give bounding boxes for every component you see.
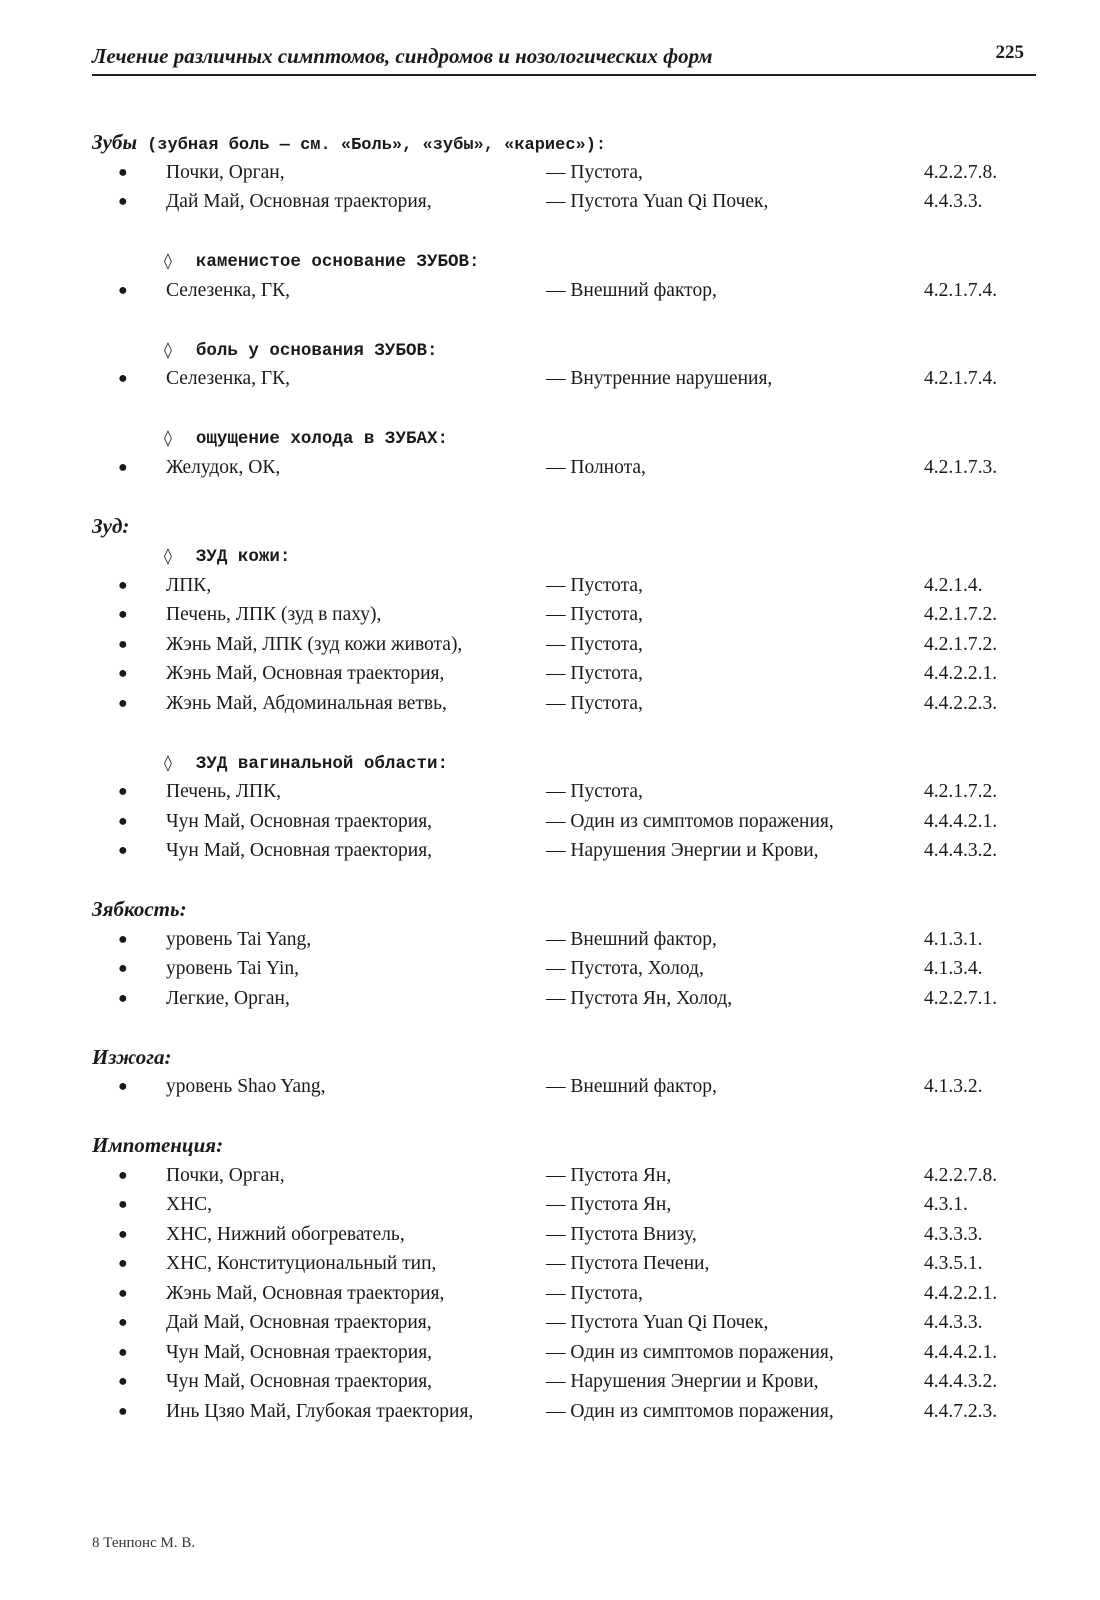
subtopic-heading [92,748,1036,778]
reference-number: 4.2.2.7.1. [924,987,998,1009]
subtopic-title: боль у основания ЗУБОВ: [195,340,438,361]
bullet-icon: ● [118,281,128,299]
finding-text: — Пустота Yuan Qi Почек, [546,191,769,212]
spacer [92,718,1036,748]
location-text: уровень Tai Yang, [166,928,312,950]
spacer [92,394,1036,424]
page-number: 225 [995,42,1024,63]
finding-text: — Пустота Печени, [546,1253,710,1274]
location-text: Жэнь Май, Основная траектория, [166,1282,445,1304]
reference-number: 4.4.3.3. [924,1312,983,1333]
bullet-icon: ● [118,1078,128,1095]
reference-number: 4.2.1.4. [924,574,983,596]
reference-number: 4.4.2.2.1. [924,663,998,684]
list-item [92,364,1036,394]
list-item [92,1338,1036,1368]
finding-text: — Пустота, [546,663,643,684]
location-text: Чун Май, Основная траектория, [166,1341,433,1363]
footer-signature: 8 Тенпонс М. В. [92,1535,196,1551]
finding-text: — Пустота, [546,692,643,714]
subtopic-title: ЗУД вагинальной области: [195,753,448,774]
running-header [92,40,1036,76]
finding-text: — Один из симптомов поражения, [546,810,834,832]
bullet-icon: ● [118,1225,128,1243]
list-item [92,276,1036,306]
reference-number: 4.2.1.7.3. [924,456,998,478]
reference-number: 4.4.2.2.3. [924,692,998,714]
bullet-icon: ● [118,576,128,594]
finding-text: — Внешний фактор, [546,1076,717,1097]
bullet-icon: ● [118,1373,128,1390]
bullet-icon: ● [118,163,128,181]
location-text: ХНС, Нижний обогреватель, [166,1223,405,1245]
finding-text: — Внутренние нарушения, [546,368,773,389]
topic-heading [92,128,1036,158]
finding-text: — Пустота Ян, Холод, [546,987,733,1009]
spacer [92,482,1036,512]
index-list [92,128,1036,1426]
spacer [92,305,1036,335]
topic-title: Зябкость: [92,897,187,921]
list-item [92,571,1036,601]
topic-title: Зуд: [92,513,130,538]
bullet-icon: ● [118,783,128,800]
location-text: ХНС, [166,1194,213,1215]
bullet-icon: ● [118,842,128,859]
subtopic-heading [92,246,1036,276]
list-item [92,689,1036,719]
reference-number: 4.3.3.3. [924,1223,983,1245]
topic-title: Импотенция: [92,1133,224,1157]
bullet-icon: ● [118,812,128,830]
finding-text: — Пустота Внизу, [546,1223,697,1245]
bullet-icon: ● [118,606,128,623]
location-text: ХНС, Конституциональный тип, [166,1253,437,1274]
location-text: уровень Tai Yin, [166,958,300,979]
bullet-icon: ● [118,458,128,476]
bullet-icon: ● [118,930,128,948]
reference-number: 4.3.1. [924,1194,968,1215]
subtopic-heading [92,541,1036,571]
list-item [92,777,1036,807]
location-text: Дай Май, Основная траектория, [166,191,432,212]
location-text: Печень, ЛПК, [166,781,281,802]
list-item [92,1249,1036,1279]
subtopic-heading [92,335,1036,365]
list-item [92,836,1036,866]
list-item [92,1190,1036,1220]
location-text: Почки, Орган, [166,1164,285,1186]
list-item [92,984,1036,1014]
bullet-icon: ● [118,1284,128,1302]
list-item [92,1072,1036,1102]
reference-number: 4.4.4.3.2. [924,1371,998,1392]
reference-number: 4.2.2.7.8. [924,161,998,183]
finding-text: — Пустота, [546,633,643,655]
list-item [92,453,1036,483]
reference-number: 4.2.2.7.8. [924,1164,998,1186]
bullet-icon: ● [118,1402,128,1420]
location-text: Почки, Орган, [166,161,285,183]
topic-note: (зубная боль — см. «Боль», «зубы», «кариес»): [147,136,607,155]
diamond-icon: ◊ [164,339,172,359]
finding-text: — Пустота, Холод, [546,958,704,979]
reference-number: 4.2.1.7.2. [924,633,998,655]
list-item [92,807,1036,837]
reference-number: 4.4.4.2.1. [924,1341,998,1363]
diamond-icon: ◊ [164,752,172,772]
location-text: Чун Май, Основная траектория, [166,1371,433,1392]
subtopic-title: ощущение холода в ЗУБАХ: [195,429,448,449]
list-item [92,954,1036,984]
topic-heading [92,1043,1036,1073]
finding-text: — Нарушения Энергии и Крови, [546,840,819,861]
topic-heading [92,895,1036,925]
list-item [92,1279,1036,1309]
bullet-icon: ● [118,370,128,387]
finding-text: — Внешний фактор, [546,928,717,950]
topic-heading [92,1131,1036,1161]
spacer [92,1102,1036,1132]
list-item [92,1308,1036,1338]
reference-number: 4.1.3.2. [924,1076,983,1097]
diamond-icon: ◊ [164,251,172,270]
list-item [92,158,1036,188]
spacer [92,866,1036,896]
list-item [92,600,1036,630]
finding-text: — Полнота, [546,456,646,478]
location-text: Печень, ЛПК (зуд в паху), [166,604,382,625]
location-text: ЛПК, [166,574,212,596]
list-item [92,925,1036,955]
location-text: уровень Shao Yang, [166,1076,326,1097]
spacer [92,1013,1036,1043]
finding-text: — Один из симптомов поражения, [546,1400,834,1422]
list-item [92,187,1036,217]
bullet-icon: ● [118,1255,128,1272]
finding-text: — Нарушения Энергии и Крови, [546,1371,819,1392]
reference-number: 4.4.4.3.2. [924,840,998,861]
spacer [92,217,1036,247]
finding-text: — Пустота Yuan Qi Почек, [546,1312,769,1333]
finding-text: — Пустота, [546,781,643,802]
bullet-icon: ● [118,1343,128,1361]
bullet-icon: ● [118,1166,128,1184]
reference-number: 4.2.1.7.2. [924,781,998,802]
finding-text: — Внешний фактор, [546,279,717,301]
topic-title: Изжога: [92,1044,172,1069]
list-item [92,1367,1036,1397]
location-text: Инь Цзяо Май, Глубокая траектория, [166,1400,474,1422]
topic-heading [92,512,1036,542]
topic-title: Зубы [92,130,138,154]
bullet-icon: ● [118,665,128,682]
subtopic-heading [92,423,1036,453]
reference-number: 4.4.2.2.1. [924,1282,998,1304]
reference-number: 4.4.7.2.3. [924,1400,998,1422]
list-item [92,1161,1036,1191]
finding-text: — Пустота, [546,1282,643,1304]
bullet-icon: ● [118,960,128,977]
list-item [92,1397,1036,1427]
location-text: Дай Май, Основная траектория, [166,1312,432,1333]
diamond-icon: ◊ [164,428,172,447]
location-text: Жэнь Май, ЛПК (зуд кожи живота), [166,633,463,655]
location-text: Жэнь Май, Абдоминальная ветвь, [166,692,447,714]
reference-number: 4.4.4.2.1. [924,810,998,832]
list-item [92,630,1036,660]
diamond-icon: ◊ [164,546,172,565]
location-text: Чун Май, Основная траектория, [166,840,433,861]
subtopic-title: ЗУД кожи: [195,547,291,567]
bullet-icon: ● [118,193,128,210]
reference-number: 4.2.1.7.4. [924,279,998,301]
finding-text: — Пустота Ян, [546,1164,672,1186]
location-text: Селезенка, ГК, [166,368,291,389]
finding-text: — Пустота, [546,161,643,183]
bullet-icon: ● [118,635,128,653]
bullet-icon: ● [118,1314,128,1331]
location-text: Чун Май, Основная траектория, [166,810,433,832]
finding-text: — Один из симптомов поражения, [546,1341,834,1363]
subtopic-title: каменистое основание ЗУБОВ: [195,252,480,272]
reference-number: 4.1.3.1. [924,928,983,950]
bullet-icon: ● [118,1196,128,1213]
finding-text: — Пустота Ян, [546,1194,672,1215]
list-item [92,1220,1036,1250]
list-item [92,659,1036,689]
reference-number: 4.2.1.7.2. [924,604,998,625]
reference-number: 4.3.5.1. [924,1253,983,1274]
location-text: Жэнь Май, Основная траектория, [166,663,445,684]
bullet-icon: ● [118,694,128,712]
location-text: Желудок, ОК, [166,456,281,478]
running-header-title: Лечение различных симптомов, синдромов и нозологических форм [92,44,713,68]
finding-text: — Пустота, [546,574,643,596]
location-text: Легкие, Орган, [166,987,290,1009]
reference-number: 4.1.3.4. [924,958,983,979]
finding-text: — Пустота, [546,604,643,625]
reference-number: 4.4.3.3. [924,191,983,212]
bullet-icon: ● [118,989,128,1007]
reference-number: 4.2.1.7.4. [924,368,998,389]
location-text: Селезенка, ГК, [166,279,291,301]
